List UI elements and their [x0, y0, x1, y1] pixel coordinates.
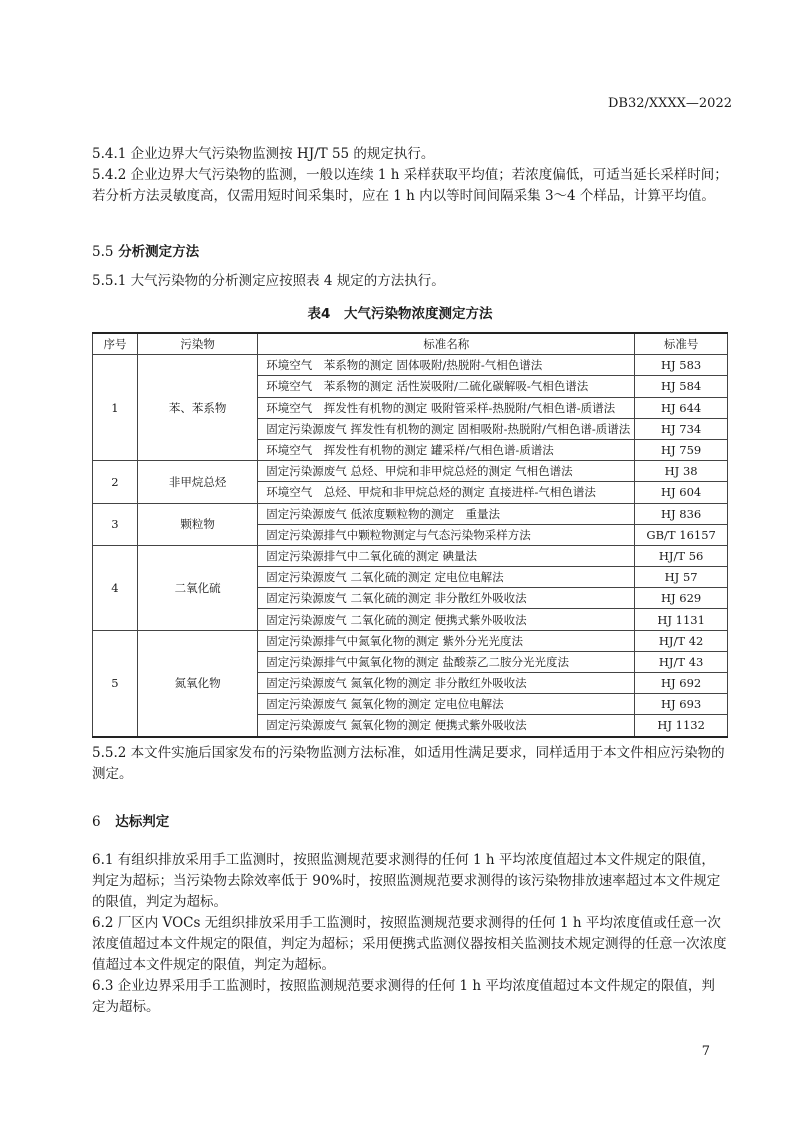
row-standard-name: 固定污染源排气中二氧化硫的测定 碘量法	[258, 545, 635, 566]
table-row	[93, 461, 728, 482]
table-row	[93, 545, 728, 566]
section-6-heading	[92, 810, 169, 830]
table-header-row	[93, 333, 728, 355]
section-6-number: 6	[92, 814, 101, 830]
row-standard-name: 环境空气 挥发性有机物的测定 罐采样/气相色谱-质谱法	[258, 439, 635, 460]
page-number: 7	[701, 1044, 710, 1059]
row-standard-code: GB/T 16157	[635, 524, 728, 545]
row-standard-code: HJ 836	[635, 503, 728, 524]
section-5-5-number: 5.5	[92, 244, 114, 260]
row-standard-code: HJ/T 42	[635, 630, 728, 651]
row-standard-name: 固定污染源废气 氮氧化物的测定 便携式紫外吸收法	[258, 715, 635, 737]
row-seq: 4	[93, 545, 138, 630]
header-standard-code: 标准号	[635, 333, 728, 355]
row-standard-name: 固定污染源废气 氮氧化物的测定 非分散红外吸收法	[258, 673, 635, 694]
row-pollutant: 非甲烷总烃	[137, 461, 257, 503]
row-standard-code: HJ/T 43	[635, 651, 728, 672]
row-standard-name: 固定污染源排气中氮氧化物的测定 盐酸萘乙二胺分光光度法	[258, 651, 635, 672]
table-row	[93, 355, 728, 376]
section-5-5-title: 分析测定方法	[118, 244, 200, 260]
row-pollutant: 苯、苯系物	[137, 355, 257, 461]
row-standard-code: HJ 644	[635, 397, 728, 418]
row-standard-code: HJ 604	[635, 482, 728, 503]
row-seq: 1	[93, 355, 138, 461]
row-standard-code: HJ 38	[635, 461, 728, 482]
row-standard-name: 固定污染源排气中氮氧化物的测定 紫外分光光度法	[258, 630, 635, 651]
row-standard-name: 环境空气 挥发性有机物的测定 吸附管采样-热脱附/气相色谱-质谱法	[258, 397, 635, 418]
header-seq: 序号	[93, 333, 138, 355]
row-standard-name: 环境空气 苯系物的测定 活性炭吸附/二硫化碳解吸-气相色谱法	[258, 376, 635, 397]
table-row	[93, 630, 728, 651]
row-standard-name: 固定污染源废气 二氧化硫的测定 非分散红外吸收法	[258, 588, 635, 609]
row-standard-code: HJ 584	[635, 376, 728, 397]
row-standard-code: HJ/T 56	[635, 545, 728, 566]
standards-table	[92, 332, 728, 738]
row-standard-name: 固定污染源排气中颗粒物测定与气态污染物采样方法	[258, 524, 635, 545]
row-standard-name: 固定污染源废气 二氧化硫的测定 定电位电解法	[258, 567, 635, 588]
table-4-title: 表4 大气污染物浓度测定方法	[307, 306, 493, 322]
row-standard-name: 固定污染源废气 总烃、甲烷和非甲烷总烃的测定 气相色谱法	[258, 461, 635, 482]
row-standard-code: HJ 693	[635, 694, 728, 715]
paragraph-5-5-2: 5.5.2 本文件实施后国家发布的污染物监测方法标准，如适用性满足要求，同样适用于本文件相应污染物的测定。	[92, 745, 725, 782]
paragraph-6-1: 6.1 有组织排放采用手工监测时，按照监测规范要求测得的任何 1 h 平均浓度值超过本文件规定的限值，判定为超标；当污染物去除效率低于 90%时，按照监测规范要求测得的该污染物排放速率超过本文件规定的限值，判定为超标。	[92, 852, 721, 910]
row-standard-code: HJ 57	[635, 567, 728, 588]
paragraph-6-2: 6.2 厂区内 VOCs 无组织排放采用手工监测时，按照监测规范要求测得的任何 1 h 平均浓度值或任意一次浓度值超过本文件规定的限值，判定为超标；采用便携式监测仪器按相关监测技术规定测得的任意一次浓度值超过本文件规定的限值，判定为超标。	[92, 915, 727, 973]
row-standard-code: HJ 629	[635, 588, 728, 609]
row-pollutant: 氮氧化物	[137, 630, 257, 736]
row-seq: 2	[93, 461, 138, 503]
paragraph-5-5-1: 5.5.1 大气污染物的分析测定应按照表 4 规定的方法执行。	[92, 273, 445, 289]
paragraph-5-4-1: 5.4.1 企业边界大气污染物监测按 HJ/T 55 的规定执行。	[92, 146, 435, 162]
row-seq: 5	[93, 630, 138, 736]
row-standard-name: 固定污染源废气 低浓度颗粒物的测定 重量法	[258, 503, 635, 524]
document-code: DB32/XXXX—2022	[607, 96, 732, 111]
row-standard-code: HJ 583	[635, 355, 728, 376]
row-standard-code: HJ 1131	[635, 609, 728, 630]
row-pollutant: 颗粒物	[137, 503, 257, 545]
row-standard-name: 固定污染源废气 氮氧化物的测定 定电位电解法	[258, 694, 635, 715]
table-row	[93, 503, 728, 524]
row-standard-name: 环境空气 总烃、甲烷和非甲烷总烃的测定 直接进样-气相色谱法	[258, 482, 635, 503]
row-standard-name: 固定污染源废气 挥发性有机物的测定 固相吸附-热脱附/气相色谱-质谱法	[258, 418, 635, 439]
row-seq: 3	[93, 503, 138, 545]
header-pollutant: 污染物	[137, 333, 257, 355]
row-standard-code: HJ 692	[635, 673, 728, 694]
row-standard-code: HJ 759	[635, 439, 728, 460]
row-pollutant: 二氧化硫	[137, 545, 257, 630]
row-standard-code: HJ 734	[635, 418, 728, 439]
paragraph-6-3: 6.3 企业边界采用手工监测时，按照监测规范要求测得的任何 1 h 平均浓度值超过本文件规定的限值，判定为超标。	[92, 978, 715, 1015]
section-5-5-heading	[92, 240, 199, 260]
section-6-title: 达标判定	[115, 814, 170, 830]
row-standard-name: 固定污染源废气 二氧化硫的测定 便携式紫外吸收法	[258, 609, 635, 630]
row-standard-name: 环境空气 苯系物的测定 固体吸附/热脱附-气相色谱法	[258, 355, 635, 376]
paragraph-5-4-2: 5.4.2 企业边界大气污染物的监测，一般以连续 1 h 采样获取平均值；若浓度偏低，可适当延长采样时间；若分析方法灵敏度高，仅需用短时间采集时，应在 1 h 内以等时间间隔采集 3～4 个样品，计算平均值。	[92, 167, 728, 204]
header-standard-name: 标准名称	[258, 333, 635, 355]
table-body	[93, 355, 728, 737]
row-standard-code: HJ 1132	[635, 715, 728, 737]
